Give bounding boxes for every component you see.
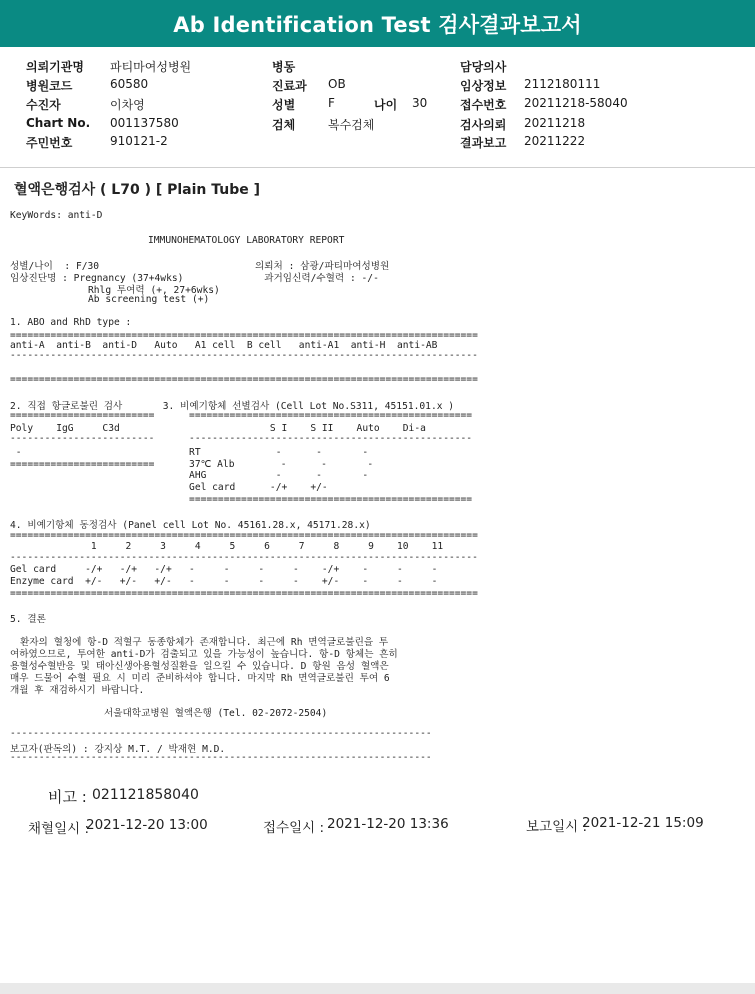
report-line: IMMUNOHEMATOLOGY LABORATORY REPORT <box>148 235 345 246</box>
report-line: 용혈성수혈반응 및 태아신생아용혈성질환을 일으킬 수 있습니다. D 항원 음성 혈액은 <box>10 661 389 672</box>
value-patient-name: 이차영 <box>110 98 145 112</box>
report-line: 1 2 3 4 5 6 7 8 9 10 11 <box>10 541 444 552</box>
label-chart-no: Chart No. <box>26 116 91 130</box>
label-result-report: 결과보고 <box>460 136 507 150</box>
report-line: 4. 비예기항체 동정검사 (Panel cell Lot No. 45161.28.x, 45171.28.x) <box>10 520 371 531</box>
label-hospital-code: 병원코드 <box>26 79 73 93</box>
report-line: 환자의 혈청에 항-D 적혈구 동종항체가 존재합니다. 최근에 Rh 면역글로불린을 투 <box>20 637 389 648</box>
report-line: 여하였으므로, 투여한 anti-D가 검출되고 있을 가능성이 높습니다. 항-D 항체는 흔히 <box>10 649 398 660</box>
value-result-report: 20211222 <box>524 134 586 148</box>
value-clinical-info: 2112180111 <box>524 77 601 91</box>
report-time-value: 2021-12-21 15:09 <box>582 815 704 831</box>
report-line: AHG - - - <box>10 470 369 481</box>
value-hospital-code: 60580 <box>110 77 149 91</box>
report-header <box>0 0 755 47</box>
report-title: Ab Identification Test 검사결과보고서 <box>173 12 582 37</box>
label-receipt-number: 접수번호 <box>460 98 507 112</box>
label-sex: 성별 <box>272 98 296 112</box>
report-line: Gel card -/+ -/+ -/+ - - - - -/+ - - - <box>10 564 438 575</box>
report-line: anti-A anti-B anti-D Auto A1 cell B cell anti-A1 anti-H anti-AB <box>10 340 438 351</box>
label-clinical-info: 임상정보 <box>460 79 507 93</box>
report-line: 임상진단명 : Pregnancy (37+4wks) 과거임신력/수혈력 : -/- <box>10 273 379 284</box>
report-line: 성별/나이 : F/30 의뢰처 : 삼광/파티마여성병원 <box>10 261 390 272</box>
label-test-request: 검사의뢰 <box>460 118 507 132</box>
report-line: 1. ABO and RhD type : <box>10 317 132 328</box>
label-patient-name: 수진자 <box>26 98 61 112</box>
value-resident-number: 910121-2 <box>110 134 168 148</box>
receipt-time-value: 2021-12-20 13:36 <box>327 816 449 832</box>
report-line: 보고자(판독의) : 강지상 M.T. / 박재현 M.D. <box>10 744 226 755</box>
report-line: ================================================= <box>10 494 473 505</box>
report-line: ================================================================================= <box>10 530 478 541</box>
label-department: 진료과 <box>272 79 307 93</box>
value-test-request: 20211218 <box>524 116 586 130</box>
report-line: --------------------------------------------------------------------------------- <box>10 350 478 361</box>
report-line: 개월 후 재검하시기 바랍니다. <box>10 685 145 696</box>
collection-time-label: 채혈일시 : <box>28 821 90 837</box>
value-sex: F <box>328 96 335 110</box>
report-line: KeyWords: anti-D <box>10 210 103 221</box>
report-line: 매우 드물어 수혈 필요 시 미리 준비하셔야 합니다. 마지막 Rh 면역글로불린 투여 6 <box>10 673 390 684</box>
report-line: ================================================================================= <box>10 374 478 385</box>
report-line: 5. 결론 <box>10 614 46 625</box>
label-resident-number: 주민번호 <box>26 136 73 150</box>
report-line: ================================================================================= <box>10 330 478 341</box>
report-line: Ab screening test (+) <box>88 294 210 305</box>
value-requesting-institution: 파티마여성병원 <box>110 60 192 74</box>
report-line: Rhlg 투여력 (+, 27+6wks) <box>88 285 220 296</box>
report-line: ------------------------------------------------------------------------- <box>10 728 432 739</box>
report-line: --------------------------------------------------------------------------------- <box>10 552 478 563</box>
report-line: 2. 직접 항글로불린 검사 3. 비예기항체 선별검사 (Cell Lot No.S311, 45151.01.x ) <box>10 401 455 412</box>
report-line: Gel card -/+ +/- <box>10 482 328 493</box>
note-label: 비고 : <box>48 788 87 806</box>
receipt-time-label: 접수일시 : <box>263 820 325 836</box>
report-line: Poly IgG C3d S I S II Auto Di-a <box>10 423 426 434</box>
report-time-label: 보고일시 : <box>526 819 588 835</box>
report-line: 서울대학교병원 혈액은행 (Tel. 02-2072-2504) <box>104 708 328 719</box>
section-title: 혈액은행검사 ( L70 ) [ Plain Tube ] <box>14 182 261 198</box>
value-receipt-number: 20211218-58040 <box>524 96 628 110</box>
label-ward: 병동 <box>272 60 296 74</box>
label-age: 나이 <box>374 98 398 112</box>
label-specimen: 검체 <box>272 118 296 132</box>
report-line: Enzyme card +/- +/- +/- - - - - +/- - - - <box>10 576 438 587</box>
value-specimen: 복수검체 <box>328 118 375 132</box>
report-line: - RT - - - <box>10 447 369 458</box>
value-age: 30 <box>412 96 428 110</box>
info-divider <box>0 167 755 168</box>
collection-time-value: 2021-12-20 13:00 <box>86 817 208 833</box>
label-attending-doctor: 담당의사 <box>460 60 507 74</box>
note-value: 021121858040 <box>92 787 199 803</box>
label-requesting-institution: 의뢰기관명 <box>26 60 84 74</box>
report-line: ================================================================================= <box>10 588 478 599</box>
page-bottom-band <box>0 983 755 994</box>
report-line: ------------------------------------------------------------------------- <box>10 752 432 763</box>
value-department: OB <box>328 77 346 91</box>
report-line: ------------------------- ------------------------------------------------- <box>10 433 473 444</box>
value-chart-no: 001137580 <box>110 116 179 130</box>
report-line: ========================= 37℃ Alb - - - <box>10 459 374 470</box>
report-line: ========================= ================================================= <box>10 410 473 421</box>
